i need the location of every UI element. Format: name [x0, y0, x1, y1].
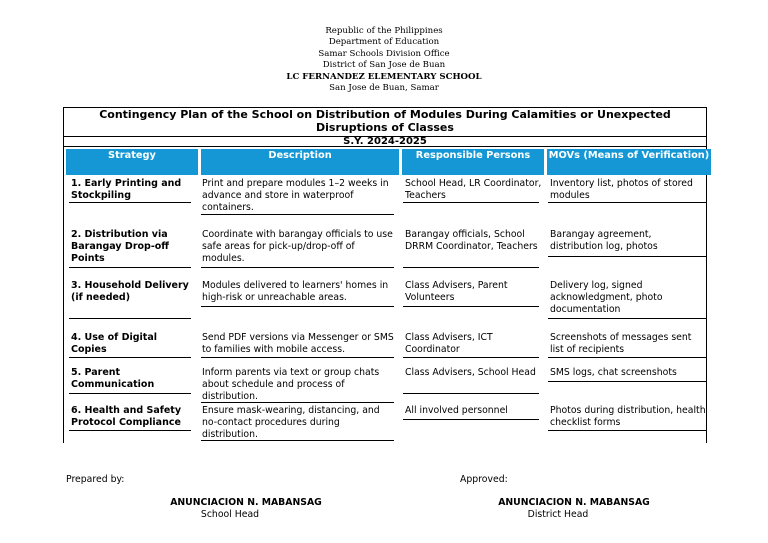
- approved-label: Approved:: [460, 474, 508, 485]
- table-row-3-strategy: 3. Household Delivery (if needed): [71, 280, 189, 303]
- column-header-description: Description: [201, 149, 399, 175]
- table-row-6-movs: Photos during distribution, health checklist forms: [550, 405, 706, 428]
- row-5-description-underline: [201, 402, 394, 403]
- table-row-3-description: Modules delivered to learners' homes in high-risk or unreachable areas.: [202, 280, 389, 303]
- row-5-strategy-underline: [69, 393, 191, 394]
- document-title-line2: Disruptions of Classes: [316, 121, 454, 134]
- column-header-movs: MOVs (Means of Verification): [547, 149, 711, 175]
- table-row-5-movs: SMS logs, chat screenshots: [550, 367, 677, 378]
- header-line-division: Samar Schools Division Office: [318, 48, 450, 59]
- table-row-4-strategy: 4. Use of Digital Copies: [71, 332, 158, 355]
- table-row-5-strategy: 5. Parent Communication: [71, 367, 155, 390]
- prepared-by-name: ANUNCIACION N. MABANSAG: [170, 497, 322, 508]
- table-row-2-responsible: Barangay officials, School DRRM Coordinator, Teachers: [405, 229, 538, 252]
- row-3-description-underline: [201, 306, 394, 307]
- row-6-description-underline: [201, 440, 394, 441]
- row-1-description-underline: [201, 214, 394, 215]
- header-line-republic: Republic of the Philippines: [325, 26, 443, 36]
- table-row-3-movs: Delivery log, signed acknowledgment, photo documentation: [550, 280, 663, 315]
- row-4-movs-underline: [548, 357, 706, 358]
- table-row-1-movs: Inventory list, photos of stored modules: [550, 178, 693, 201]
- table-row-1-responsible: School Head, LR Coordinator, Teachers: [405, 178, 542, 201]
- row-5-responsible-underline: [403, 393, 539, 394]
- row-3-movs-underline: [548, 318, 706, 319]
- table-row-6-description: Ensure mask-wearing, distancing, and no-contact procedures during distribution.: [202, 405, 380, 440]
- column-header-strategy: Strategy: [66, 149, 198, 175]
- table-row-1-strategy: 1. Early Printing and Stockpiling: [71, 178, 182, 201]
- header-line-department: Department of Education: [328, 37, 440, 48]
- table-row-1-description: Print and prepare modules 1–2 weeks in advance and store in waterproof containers.: [202, 178, 389, 213]
- row-1-strategy-underline: [69, 202, 191, 203]
- row-1-movs-underline: [548, 202, 706, 203]
- row-2-responsible-underline: [403, 267, 539, 268]
- row-4-responsible-underline: [403, 357, 539, 358]
- prepared-by-title: School Head: [200, 509, 260, 520]
- row-1-responsible-underline: [403, 202, 539, 203]
- table-row-2-description: Coordinate with barangay officials to use safe areas for pick-up/drop-off of modules.: [202, 229, 393, 264]
- row-3-strategy-underline: [69, 318, 191, 319]
- approved-by-title: District Head: [527, 509, 589, 520]
- row-4-strategy-underline: [69, 357, 191, 358]
- school-year: S.Y. 2024-2025: [343, 136, 427, 147]
- row-2-description-underline: [201, 267, 394, 268]
- table-row-5-description: Inform parents via text or group chats about schedule and process of distribution.: [202, 367, 380, 402]
- prepared-by-label: Prepared by:: [66, 474, 125, 485]
- row-6-strategy-underline: [69, 430, 191, 431]
- row-5-movs-underline: [548, 381, 706, 382]
- table-row-6-strategy: 6. Health and Safety Protocol Compliance: [71, 405, 182, 428]
- school-address: San Jose de Buan, Samar: [329, 83, 439, 94]
- approved-by-name: ANUNCIACION N. MABANSAG: [498, 497, 650, 508]
- title-box: [63, 107, 707, 147]
- column-header-responsible: Responsible Persons: [402, 149, 544, 175]
- table-row-5-responsible: Class Advisers, School Head: [405, 367, 536, 378]
- table-row-4-movs: Screenshots of messages sent list of recipients: [550, 332, 692, 355]
- table-row-4-responsible: Class Advisers, ICT Coordinator: [405, 332, 493, 355]
- table-row-2-strategy: 2. Distribution via Barangay Drop-off Points: [71, 229, 169, 264]
- table-row-2-movs: Barangay agreement, distribution log, photos: [550, 229, 658, 252]
- document-title-line1: Contingency Plan of the School on Distribution of Modules During Calamities or Unexpected: [99, 108, 671, 121]
- row-2-strategy-underline: [69, 267, 191, 268]
- table-row-3-responsible: Class Advisers, Parent Volunteers: [405, 280, 508, 303]
- header-line-district: District of San Jose de Buan: [322, 60, 446, 71]
- row-3-responsible-underline: [403, 306, 539, 307]
- row-6-responsible-underline: [403, 419, 539, 420]
- document-header: [0, 26, 768, 94]
- row-2-movs-underline: [548, 256, 706, 257]
- row-4-description-underline: [201, 357, 394, 358]
- table-row-4-description: Send PDF versions via Messenger or SMS to families with mobile access.: [202, 332, 394, 355]
- table-row-6-responsible: All involved personnel: [405, 405, 508, 416]
- row-6-movs-underline: [548, 430, 706, 431]
- school-name: LC FERNANDEZ ELEMENTARY SCHOOL: [286, 71, 482, 82]
